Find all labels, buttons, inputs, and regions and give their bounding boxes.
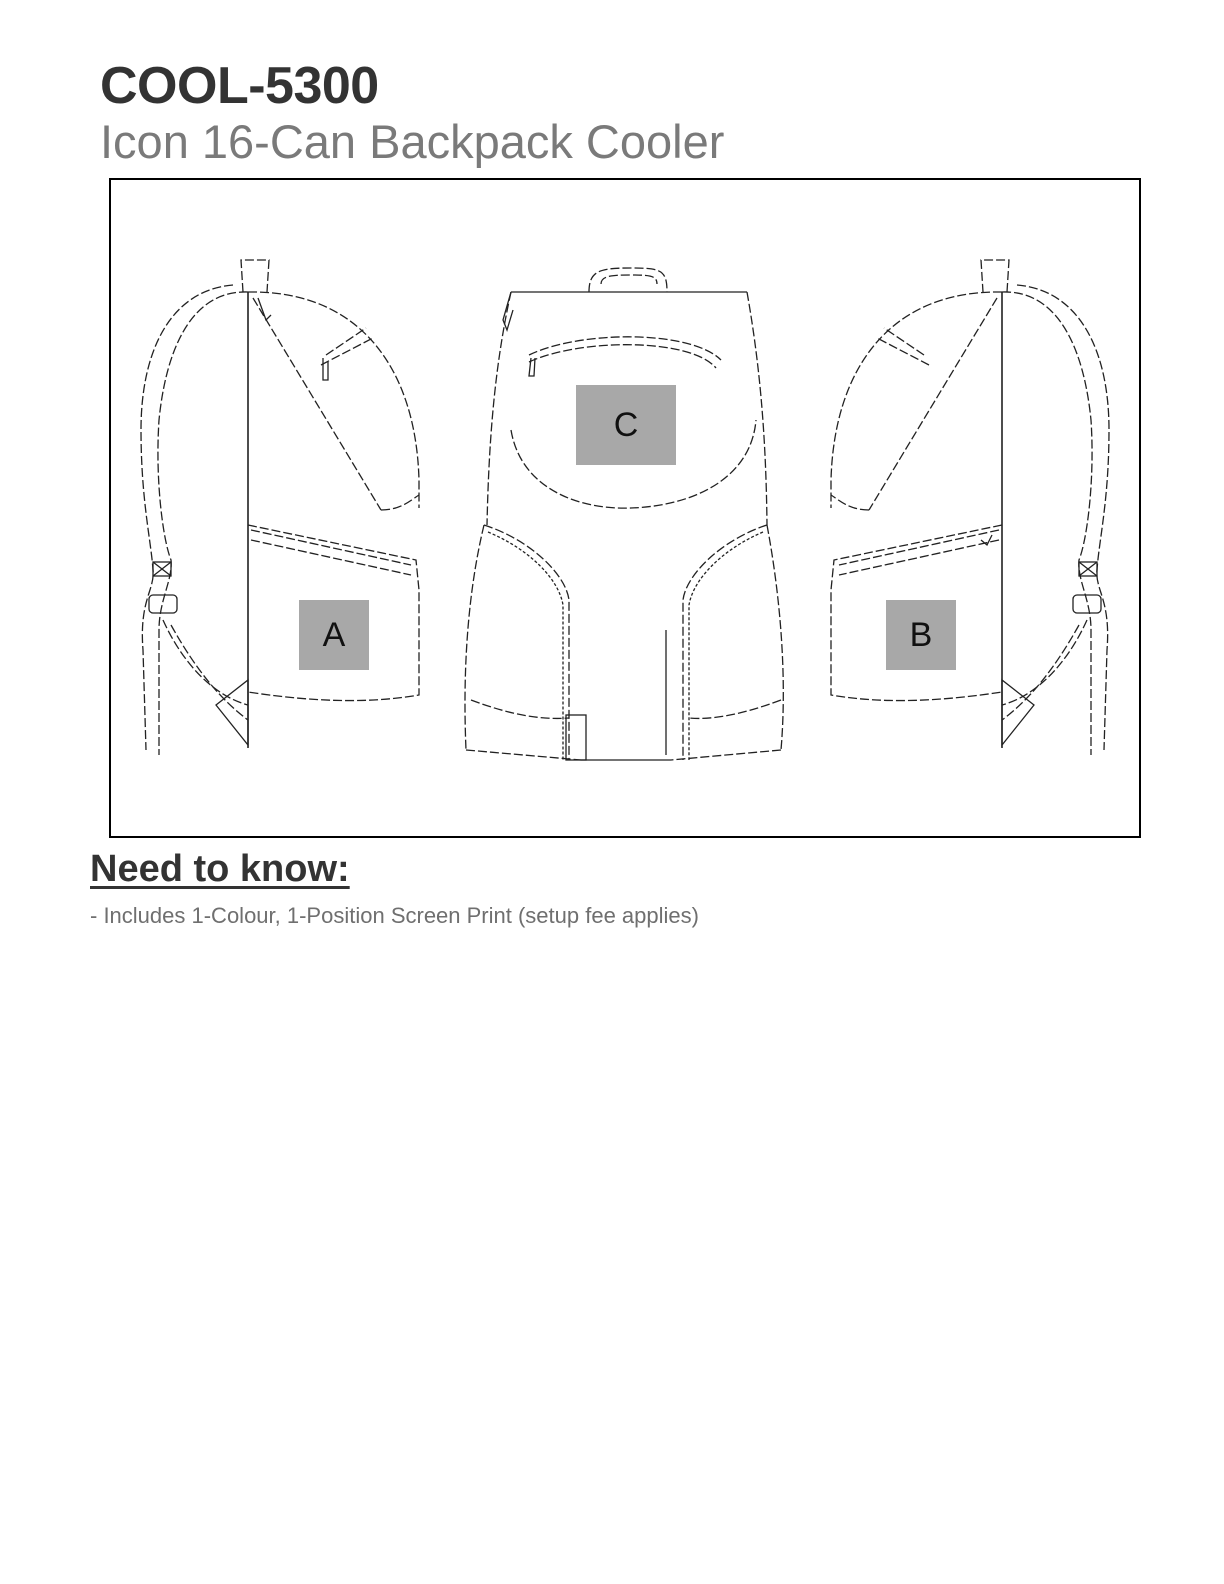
need-to-know-heading: Need to know: [90,848,350,890]
right-side-view [831,260,1109,755]
print-area-c: C [576,385,676,465]
backpack-line-drawing [111,180,1139,836]
print-area-a: A [299,600,369,670]
product-drawing-frame [109,178,1141,838]
product-code: COOL-5300 [100,57,379,115]
need-to-know-list [90,902,699,930]
left-side-view [141,260,419,755]
product-name: Icon 16-Can Backpack Cooler [100,115,725,168]
front-view [465,268,783,760]
need-to-know-item: - Includes 1-Colour, 1-Position Screen Print (setup fee applies) [90,903,699,928]
print-area-b: B [886,600,956,670]
